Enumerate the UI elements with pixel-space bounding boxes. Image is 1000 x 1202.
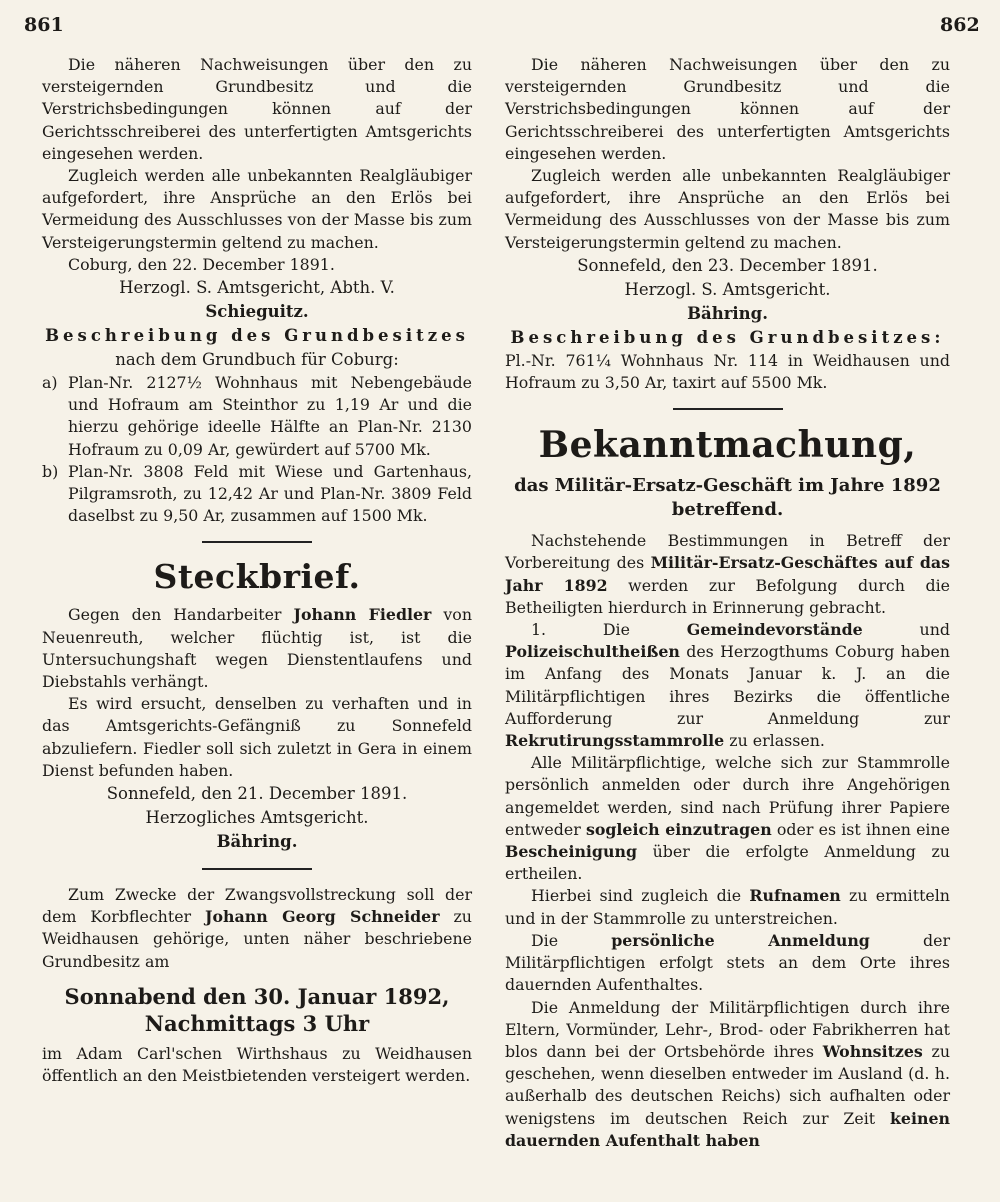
text-span: 1. Die (531, 620, 687, 640)
emphasis-text: Polizeischultheißen (505, 642, 680, 662)
text-span: Die (531, 930, 612, 950)
text-span: von Neuenreuth, welcher flüchtig ist, ist die Untersuchungshaft wegen Dienstentlaufens und Diebstahls verhängt. (42, 605, 472, 692)
emphasis-text: Wohnsitzes (822, 1041, 923, 1061)
bekanntmachung-paragraph-3 (505, 752, 950, 885)
bekanntmachung-paragraph-2 (505, 619, 950, 752)
section-divider (202, 541, 312, 543)
emphasis-text: Rufnamen (749, 886, 841, 906)
left-column (42, 54, 472, 1087)
auction-time-line: Nachmittags 3 Uhr (144, 1010, 370, 1036)
list-marker: a) (42, 373, 58, 393)
text-span: werden zur Befolgung durch die Betheiligten hierdurch in Erinnerung gebracht. (505, 575, 951, 617)
text-span: Hierbei sind zugleich die (531, 886, 750, 906)
text-span: und (862, 620, 950, 640)
left-court: Herzogl. S. Amtsgericht, Abth. V. (119, 278, 395, 298)
list-marker: b) (42, 461, 59, 481)
right-paragraph-nachweisungen: Die näheren Nachweisungen über den zu versteigernden Grundbesitz und die Verstrichsbedingungen können auf der Gerichtsschreiberei des unterfertigten Amtsgerichts eingesehen werden. (505, 55, 950, 163)
steckbrief-place-date: Sonnefeld, den 21. December 1891. (106, 784, 408, 804)
emphasis-text: keinen dauernden Aufenthalt haben (505, 1108, 950, 1150)
auction-paragraph (42, 884, 472, 973)
emphasis-text: Gemeindevorstände (686, 620, 863, 640)
section-divider (673, 408, 783, 410)
steckbrief-signer: Bähring. (216, 832, 298, 852)
bekanntmachung-paragraph-1 (505, 530, 950, 619)
text-span: zu geschehen, wenn dieselben entweder im Ausland (d. h. außerhalb des deutschen Reichs) sich aufhalten oder wenigstens im deutschen Reich zur Zeit (505, 1041, 950, 1128)
left-list-item-a (42, 372, 472, 461)
emphasis-text: Bescheinigung (505, 842, 637, 862)
text-span: oder es ist ihnen eine (771, 819, 950, 839)
auction-owner-name: Johann Georg Schneider (205, 907, 440, 927)
list-item-text: Plan-Nr. 2127½ Wohnhaus mit Nebengebäude und Hofraum am Steinthor zu 1,19 Ar und die hierzu gehörige ideelle Hälfte an Plan-Nr. 2130 Hofraum zu 0,09 Ar, gewürdert auf 5700 Mk. (68, 373, 472, 459)
right-description-item: Pl.-Nr. 761¼ Wohnhaus Nr. 114 in Weidhausen und Hofraum zu 3,50 Ar, taxirt auf 5500 Mk. (505, 350, 950, 393)
text-span: der Militärpflichtigen erfolgt stets an dem Orte ihres dauernden Aufenthaltes. (505, 930, 950, 995)
text-span: Alle Militärpflichtige, welche sich zur Stammrolle persönlich anmelden oder durch ihre Angehörigen angemeldet werden, sind nach Prüfung ihrer Papiere entweder (505, 753, 950, 839)
section-divider (202, 868, 312, 870)
bekanntmachung-title: Bekanntmachung, (538, 424, 917, 467)
text-span: Gegen den Handarbeiter (68, 605, 294, 625)
text-span: zu Weidhausen gehörige, unten näher beschriebene Grundbesitz am (42, 907, 472, 971)
list-item-text: Plan-Nr. 3808 Feld mit Wiese und Gartenhaus, Pilgramsroth, zu 12,42 Ar und Plan-Nr. 3809 Feld daselbst zu 9,50 Ar, zusammen auf 1500 Mk. (68, 461, 472, 526)
page-number-left: 861 (24, 14, 64, 36)
auction-date (42, 983, 472, 1037)
steckbrief-title: Steckbrief. (153, 557, 361, 597)
text-span: zu erlassen. (724, 731, 825, 751)
bekanntmachung-subtitle: das Militär-Ersatz-Geschäft im Jahre 1892 betreffend. (514, 475, 941, 521)
right-column (505, 54, 950, 1152)
emphasis-text: Rekrutirungsstammrolle (505, 731, 725, 751)
left-description-heading: Beschreibung des Grundbesitzes (45, 326, 469, 346)
steckbrief-paragraph-2: Es wird ersucht, denselben zu verhaften und in das Amtsgerichts-Gefängniß zu Sonnefeld abzuliefern. Fiedler soll sich zuletzt in Gera in einem Dienst befunden haben. (42, 694, 472, 780)
auction-location-paragraph: im Adam Carl'schen Wirthshaus zu Weidhausen öffentlich an den Meistbietenden versteigert werden. (42, 1043, 472, 1086)
right-paragraph-realglaeubiger: Zugleich werden alle unbekannten Realgläubiger aufgefordert, ihre Ansprüche an den Erlös bei Vermeidung des Ausschlusses von der Masse bis zum Versteigerungstermin geltend zu machen. (505, 166, 950, 252)
bekanntmachung-paragraph-6 (505, 997, 950, 1152)
emphasis-text: persönliche Anmeldung (611, 930, 870, 950)
left-paragraph-nachweisungen: Die näheren Nachweisungen über den zu versteigernden Grundbesitz und die Verstrichsbedingungen können auf der Gerichtsschreiberei des unterfertigten Amtsgerichts eingesehen werden. (42, 55, 472, 163)
page-number-right: 862 (940, 14, 980, 36)
left-paragraph-realglaeubiger: Zugleich werden alle unbekannten Realgläubiger aufgefordert, ihre Ansprüche an den Erlös bei Vermeidung des Ausschlusses von der Masse bis zum Versteigerungstermin geltend zu machen. (42, 166, 472, 252)
right-signer: Bähring. (687, 303, 768, 323)
text-span: Zum Zwecke der Zwangsvollstreckung soll der dem Korbflechter (42, 885, 472, 927)
bekanntmachung-paragraph-4 (505, 885, 950, 929)
emphasis-text: Militär-Ersatz-Geschäftes auf das Jahr 1892 (505, 553, 950, 595)
steckbrief-paragraph-1 (42, 604, 472, 693)
text-span: des Herzogthums Coburg haben im Anfang des Monats Januar k. J. an die Militärpflichtigen ihres Bezirks die öffentliche Aufforderung zur Anmeldung zur (505, 642, 950, 728)
text-span: über die erfolgte Anmeldung zu ertheilen. (505, 842, 950, 884)
wanted-person-name: Johann Fiedler (293, 605, 432, 625)
left-list-item-b (42, 461, 472, 528)
auction-date-line: Sonnabend den 30. Januar 1892, (64, 983, 450, 1009)
left-signer: Schieguitz. (205, 302, 309, 322)
right-place-date: Sonnefeld, den 23. December 1891. (577, 255, 878, 275)
steckbrief-court: Herzogliches Amtsgericht. (145, 808, 369, 828)
text-span: Nachstehende Bestimmungen in Betreff der Vorbereitung des (505, 531, 950, 573)
text-span: zu ermitteln und in der Stammrolle zu unterstreichen. (505, 886, 950, 928)
left-place-date: Coburg, den 22. December 1891. (68, 254, 335, 274)
emphasis-text: sogleich einzutragen (585, 819, 772, 839)
text-span: Die Anmeldung der Militärpflichtigen durch ihre Eltern, Vormünder, Lehr-, Brod- oder Fabrikherren hat blos dann bei der Ortsbehörde ihres (505, 997, 950, 1061)
bekanntmachung-paragraph-5 (505, 930, 950, 997)
right-description-heading: Beschreibung des Grundbesitzes: (510, 327, 945, 347)
right-court: Herzogl. S. Amtsgericht. (624, 279, 831, 299)
left-description-subheading: nach dem Grundbuch für Coburg: (115, 350, 399, 370)
